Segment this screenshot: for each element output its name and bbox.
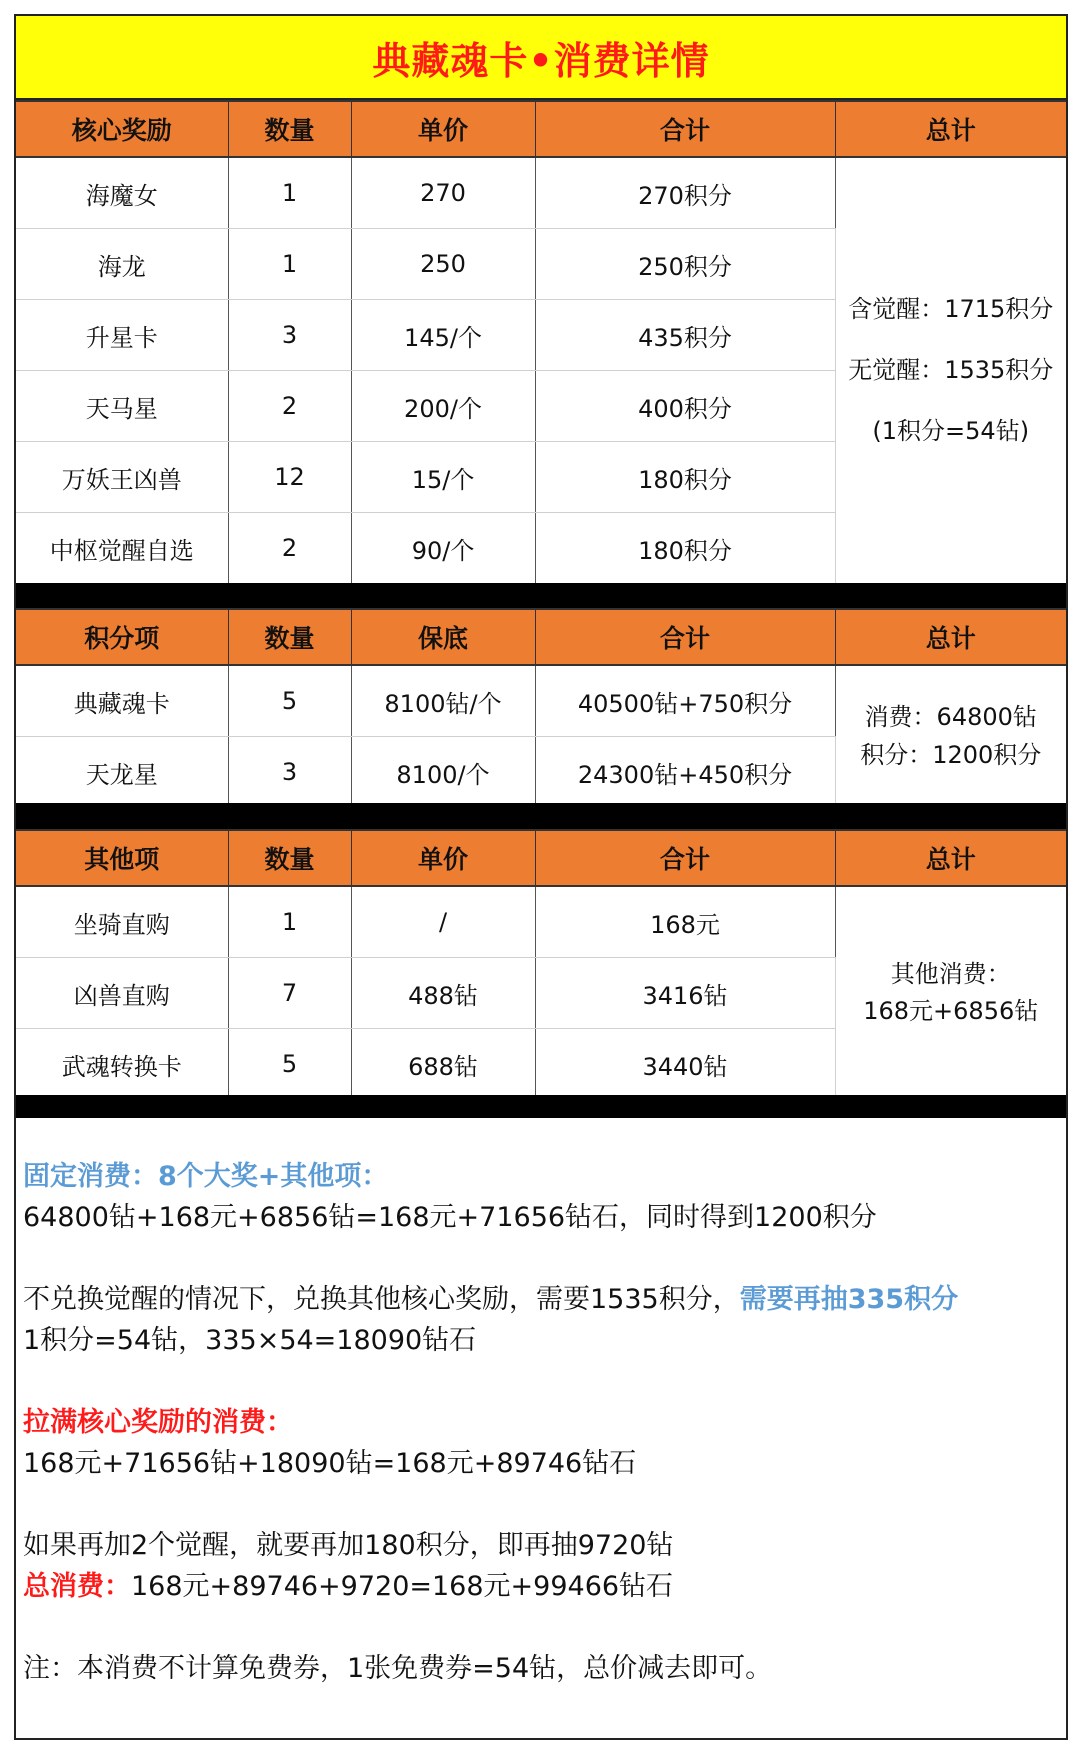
core-total-cell bbox=[835, 157, 1066, 584]
item-quantity: 1 bbox=[228, 229, 351, 300]
total-without-awakening: 无觉醒：1535积分 bbox=[848, 355, 1054, 384]
header-subtotal: 合计 bbox=[535, 830, 835, 886]
points-earned-total: 积分：1200积分 bbox=[860, 740, 1042, 769]
total-spend-line bbox=[23, 1566, 1053, 1607]
section-divider bbox=[16, 583, 1066, 608]
header-quantity: 数量 bbox=[228, 101, 351, 157]
section-divider bbox=[16, 803, 1066, 829]
item-name: 天龙星 bbox=[16, 737, 228, 808]
fixed-spend-heading: 固定消费：8个大奖+其他项： bbox=[23, 1161, 389, 1192]
awakening-line: 如果再加2个觉醒，就要再加180积分，即再抽9720钻 bbox=[23, 1530, 674, 1561]
item-quantity: 5 bbox=[228, 665, 351, 737]
item-subtotal: 168元 bbox=[535, 886, 835, 958]
item-name: 升星卡 bbox=[16, 300, 228, 371]
item-unit-price: 200/个 bbox=[351, 371, 535, 442]
table-row bbox=[16, 157, 1066, 229]
other-items-table bbox=[16, 829, 1066, 1100]
header-subtotal: 合计 bbox=[535, 101, 835, 157]
item-name: 典藏魂卡 bbox=[16, 665, 228, 737]
header-core-reward: 核心奖励 bbox=[16, 101, 228, 157]
item-quantity: 1 bbox=[228, 886, 351, 958]
points-items-table bbox=[16, 608, 1066, 808]
item-name: 坐骑直购 bbox=[16, 886, 228, 958]
item-quantity: 3 bbox=[228, 300, 351, 371]
item-unit-price: 270 bbox=[351, 157, 535, 229]
item-quantity: 2 bbox=[228, 513, 351, 584]
page-title: 典藏魂卡•消费详情 bbox=[16, 16, 1066, 100]
item-name: 凶兽直购 bbox=[16, 958, 228, 1029]
header-total: 总计 bbox=[835, 101, 1066, 157]
total-spend-value: 168元+89746+9720=168元+99466钻石 bbox=[131, 1571, 674, 1602]
document-frame bbox=[14, 14, 1068, 1740]
notes-section bbox=[23, 1156, 1053, 1689]
item-unit-price: 90/个 bbox=[351, 513, 535, 584]
header-quantity: 数量 bbox=[228, 609, 351, 665]
item-subtotal: 40500钻+750积分 bbox=[535, 665, 835, 737]
item-subtotal: 180积分 bbox=[535, 513, 835, 584]
exchange-text: 不兑换觉醒的情况下，兑换其他核心奖励，需要1535积分， bbox=[23, 1284, 740, 1315]
diamond-spend-total: 消费：64800钻 bbox=[864, 703, 1037, 732]
table-header-row bbox=[16, 609, 1066, 665]
fixed-spend-line: 64800钻+168元+6856钻=168元+71656钻石，同时得到1200积分 bbox=[23, 1202, 877, 1233]
item-quantity: 12 bbox=[228, 442, 351, 513]
item-name: 武魂转换卡 bbox=[16, 1029, 228, 1100]
other-spend-label: 其他消费： bbox=[890, 959, 1011, 988]
item-subtotal: 3440钻 bbox=[535, 1029, 835, 1100]
item-guarantee: 8100钻/个 bbox=[351, 665, 535, 737]
points-exchange-rate: (1积分=54钻) bbox=[872, 417, 1030, 446]
item-unit-price: 688钻 bbox=[351, 1029, 535, 1100]
item-subtotal: 400积分 bbox=[535, 371, 835, 442]
max-spend-heading: 拉满核心奖励的消费： bbox=[23, 1407, 293, 1438]
header-unit-price: 单价 bbox=[351, 830, 535, 886]
exchange-highlight: 需要再抽335积分 bbox=[739, 1284, 959, 1315]
header-total: 总计 bbox=[835, 830, 1066, 886]
item-guarantee: 8100/个 bbox=[351, 737, 535, 808]
item-unit-price: 145/个 bbox=[351, 300, 535, 371]
item-subtotal: 180积分 bbox=[535, 442, 835, 513]
table-header-row bbox=[16, 101, 1066, 157]
header-guarantee: 保底 bbox=[351, 609, 535, 665]
total-spend-label: 总消费： bbox=[23, 1571, 131, 1602]
item-quantity: 1 bbox=[228, 157, 351, 229]
item-subtotal: 250积分 bbox=[535, 229, 835, 300]
item-name: 海魔女 bbox=[16, 157, 228, 229]
item-name: 海龙 bbox=[16, 229, 228, 300]
item-unit-price: 250 bbox=[351, 229, 535, 300]
core-rewards-table bbox=[16, 100, 1066, 584]
other-spend-value: 168元+6856钻 bbox=[863, 997, 1039, 1025]
points-total-cell bbox=[835, 665, 1066, 808]
max-spend-line: 168元+71656钻+18090钻=168元+89746钻石 bbox=[23, 1448, 637, 1479]
item-unit-price: 488钻 bbox=[351, 958, 535, 1029]
header-points-item: 积分项 bbox=[16, 609, 228, 665]
header-total: 总计 bbox=[835, 609, 1066, 665]
item-quantity: 7 bbox=[228, 958, 351, 1029]
header-quantity: 数量 bbox=[228, 830, 351, 886]
item-quantity: 2 bbox=[228, 371, 351, 442]
calc-line: 1积分=54钻，335×54=18090钻石 bbox=[23, 1325, 477, 1356]
item-quantity: 3 bbox=[228, 737, 351, 808]
item-name: 天马星 bbox=[16, 371, 228, 442]
item-subtotal: 270积分 bbox=[535, 157, 835, 229]
header-other-item: 其他项 bbox=[16, 830, 228, 886]
total-with-awakening: 含觉醒：1715积分 bbox=[848, 294, 1054, 323]
table-row bbox=[16, 886, 1066, 958]
exchange-line bbox=[23, 1279, 1053, 1320]
header-subtotal: 合计 bbox=[535, 609, 835, 665]
item-subtotal: 435积分 bbox=[535, 300, 835, 371]
header-unit-price: 单价 bbox=[351, 101, 535, 157]
item-name: 万妖王凶兽 bbox=[16, 442, 228, 513]
table-header-row bbox=[16, 830, 1066, 886]
table-row bbox=[16, 665, 1066, 737]
footnote: 注：本消费不计算免费券，1张免费券=54钻，总价减去即可。 bbox=[23, 1653, 773, 1684]
item-quantity: 5 bbox=[228, 1029, 351, 1100]
item-subtotal: 3416钻 bbox=[535, 958, 835, 1029]
section-divider bbox=[16, 1095, 1066, 1118]
item-unit-price: / bbox=[351, 886, 535, 958]
other-total-cell bbox=[835, 886, 1066, 1100]
item-unit-price: 15/个 bbox=[351, 442, 535, 513]
item-name: 中枢觉醒自选 bbox=[16, 513, 228, 584]
item-subtotal: 24300钻+450积分 bbox=[535, 737, 835, 808]
